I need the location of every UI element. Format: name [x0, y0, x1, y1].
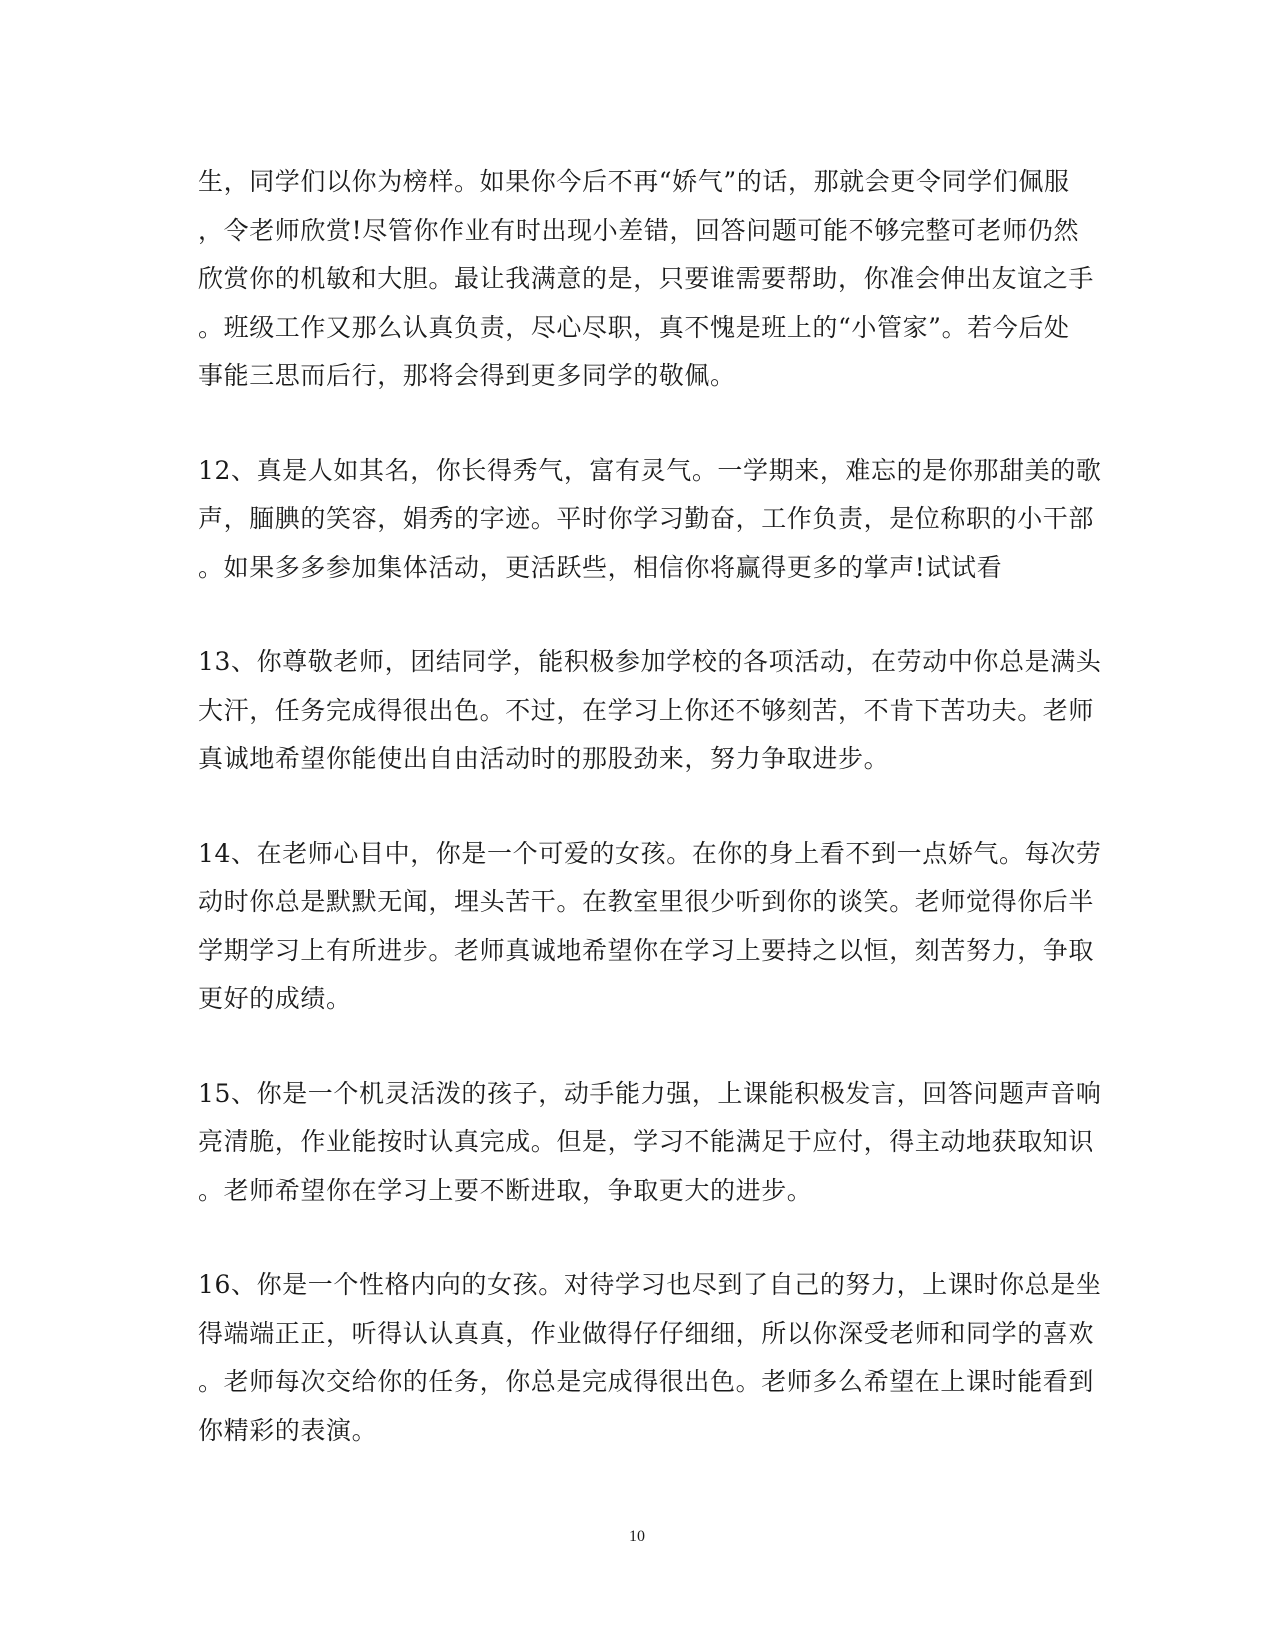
text-line: 。老师每次交给你的任务，你总是完成得很出色。老师多么希望在上课时能看到	[198, 1367, 1095, 1396]
text-line: 14、在老师心目中，你是一个可爱的女孩。在你的身上看不到一点娇气。每次劳	[198, 838, 1102, 868]
text-line: 得端端正正，听得认认真真，作业做得仔仔细细，所以你深受老师和同学的喜欢	[198, 1318, 1095, 1348]
paragraph-15	[198, 1070, 1102, 1216]
text-line: ，令老师欣赏!尽管你作业有时出现小差错，回答问题可能不够完整可老师仍然	[198, 215, 1080, 245]
text-line: 欣赏你的机敏和大胆。最让我满意的是，只要谁需要帮助，你准会伸出友谊之手	[198, 264, 1095, 293]
text-line: 事能三思而后行，那将会得到更多同学的敬佩。	[198, 361, 736, 390]
text-line: 你精彩的表演。	[198, 1415, 378, 1445]
text-line: 更好的成绩。	[198, 984, 352, 1013]
text-line: 大汗，任务完成得很出色。不过，在学习上你还不够刻苦，不肯下苦功夫。老师	[198, 695, 1095, 725]
text-line: 15、你是一个机灵活泼的孩子，动手能力强，上课能积极发言，回答问题声音响	[198, 1078, 1102, 1108]
text-line: 动时你总是默默无闻，埋头苦干。在教室里很少听到你的谈笑。老师觉得你后半	[198, 887, 1095, 916]
paragraph-12	[198, 447, 1102, 593]
text-line: 13、你尊敬老师，团结同学，能积极参加学校的各项活动，在劳动中你总是满头	[198, 647, 1102, 676]
paragraph-13	[198, 638, 1102, 784]
paragraph-16	[198, 1261, 1102, 1455]
text-line: 。如果多多参加集体活动，更活跃些，相信你将赢得更多的掌声!试试看	[198, 552, 1003, 582]
text-line: 。班级工作又那么认真负责，尽心尽职，真不愧是班上的“小管家”。若今后处	[198, 312, 1070, 342]
page-number: 10	[629, 1528, 645, 1545]
text-line: 学期学习上有所进步。老师真诚地希望你在学习上要持之以恒，刻苦努力，争取	[198, 935, 1095, 965]
text-line: 16、你是一个性格内向的女孩。对待学习也尽到了自己的努力，上课时你总是坐	[198, 1270, 1102, 1299]
paragraph-11-continued	[198, 158, 1095, 401]
text-line: 真诚地希望你能使出自由活动时的那股劲来，努力争取进步。	[198, 744, 890, 773]
text-line: 12、真是人如其名，你长得秀气，富有灵气。一学期来，难忘的是你那甜美的歌	[198, 455, 1102, 485]
text-line: 声，腼腆的笑容，娟秀的字迹。平时你学习勤奋，工作负责，是位称职的小干部	[198, 504, 1095, 533]
document-body	[198, 158, 1102, 1501]
text-line: 。老师希望你在学习上要不断进取，争取更大的进步。	[198, 1175, 813, 1205]
text-line: 生，同学们以你为榜样。如果你今后不再“娇气”的话，那就会更令同学们佩服	[198, 167, 1070, 196]
paragraph-14	[198, 830, 1102, 1024]
text-line: 亮清脆，作业能按时认真完成。但是，学习不能满足于应付，得主动地获取知识	[198, 1127, 1095, 1156]
